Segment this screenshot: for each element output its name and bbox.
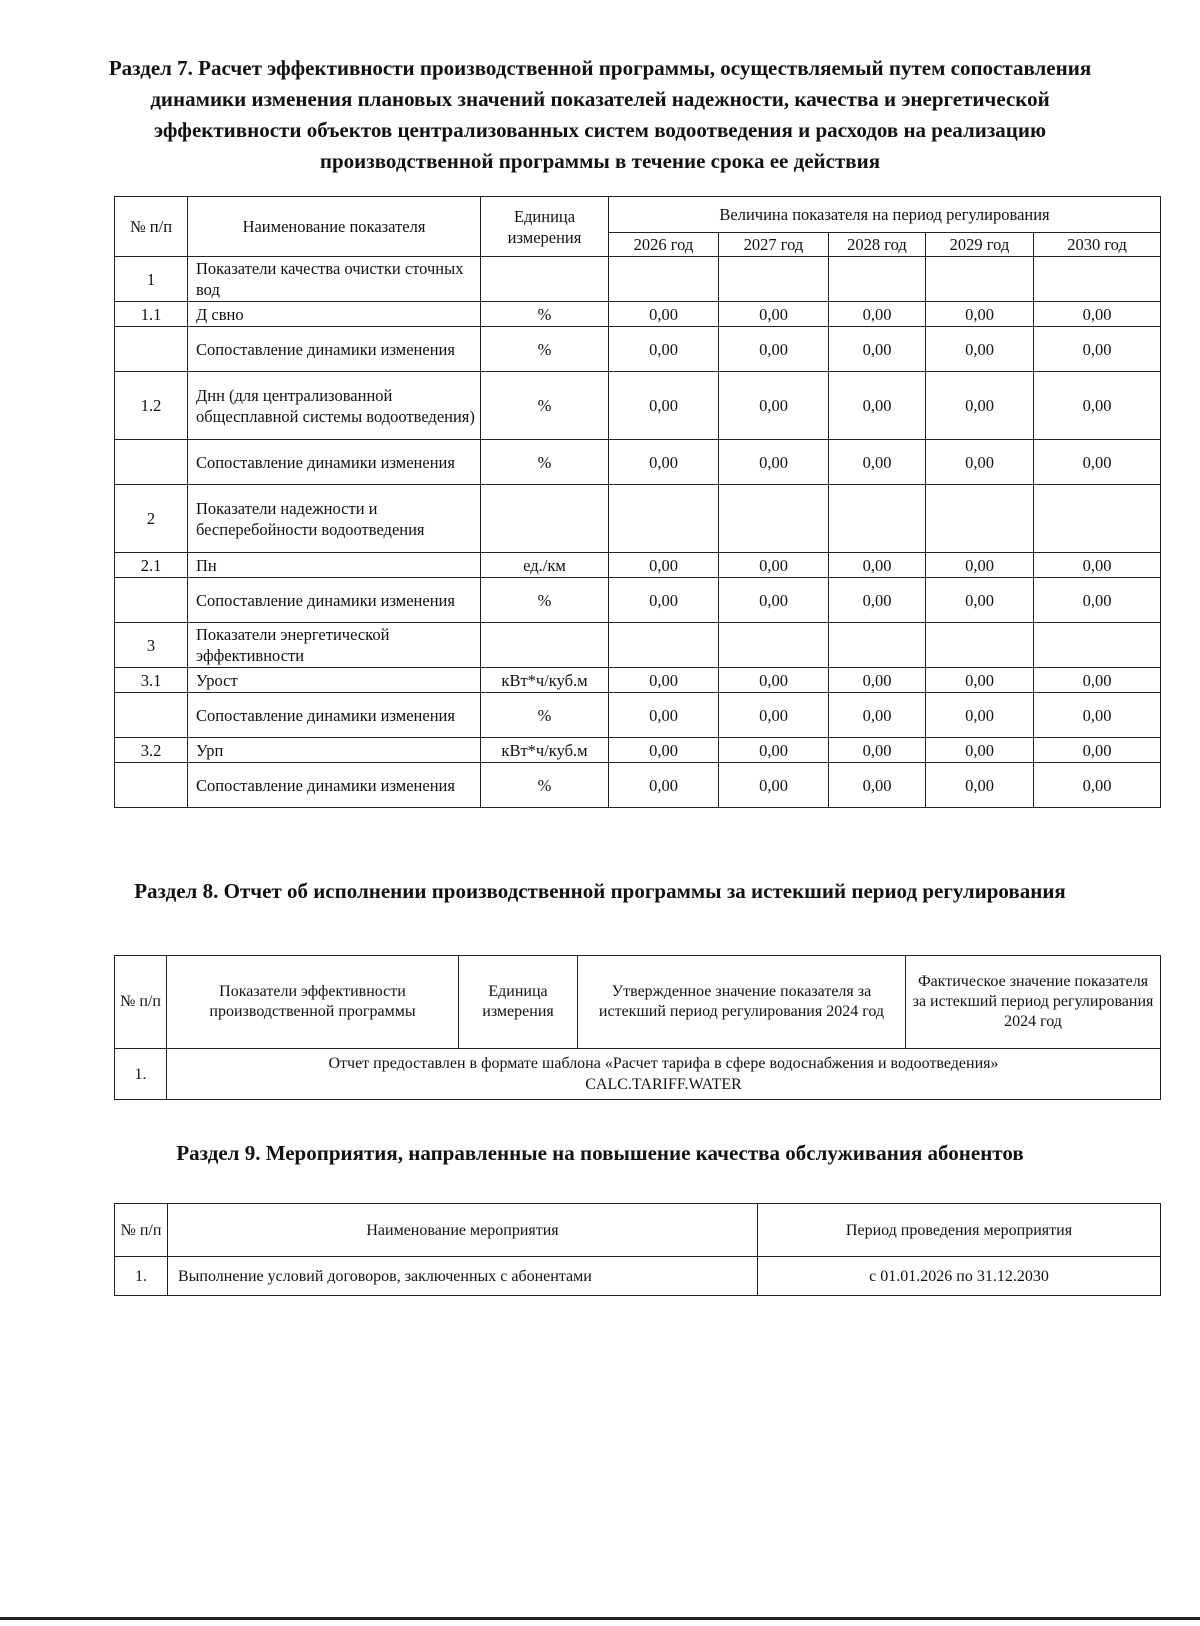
row-unit: % xyxy=(481,372,609,440)
row-value xyxy=(1034,257,1161,302)
row-num: 1. xyxy=(115,1049,167,1100)
header-approved: Утвержденное значение показателя за истекший период регулирования 2024 год xyxy=(578,956,906,1049)
row-value: 0,00 xyxy=(829,440,926,485)
row-value: 0,00 xyxy=(609,763,719,808)
header-year: 2026 год xyxy=(609,233,719,257)
header-year: 2027 год xyxy=(719,233,829,257)
row-value: 0,00 xyxy=(1034,578,1161,623)
row-num: 2 xyxy=(115,485,188,553)
table-row xyxy=(115,372,1161,440)
row-value: 0,00 xyxy=(1034,440,1161,485)
header-unit: Единица измерения xyxy=(459,956,578,1049)
row-num xyxy=(115,763,188,808)
header-year: 2029 год xyxy=(926,233,1034,257)
section8-title: Раздел 8. Отчет об исполнении производственной программы за истекший период регулирования xyxy=(134,879,1066,903)
header-name: Наименование показателя xyxy=(188,197,481,257)
row-value: 0,00 xyxy=(926,668,1034,693)
row-value: 0,00 xyxy=(609,372,719,440)
row-value: 0,00 xyxy=(829,578,926,623)
header-num: № п/п xyxy=(115,197,188,257)
row-num: 2.1 xyxy=(115,553,188,578)
row-num: 3.1 xyxy=(115,668,188,693)
row-value: 0,00 xyxy=(719,763,829,808)
section7-table xyxy=(114,196,1161,808)
row-name: Сопоставление динамики изменения xyxy=(188,440,481,485)
row-value: 0,00 xyxy=(926,763,1034,808)
row-value: 0,00 xyxy=(719,738,829,763)
row-num xyxy=(115,440,188,485)
row-value: 0,00 xyxy=(609,668,719,693)
row-name: Показатели качества очистки сточных вод xyxy=(188,257,481,302)
table-row xyxy=(115,693,1161,738)
row-value: 0,00 xyxy=(829,668,926,693)
header-unit: Единица измерения xyxy=(481,197,609,257)
row-value xyxy=(719,485,829,553)
table-row xyxy=(115,1049,1161,1100)
row-value: 0,00 xyxy=(719,372,829,440)
row-name: Д свно xyxy=(188,302,481,327)
row-name: Пн xyxy=(188,553,481,578)
row-period: с 01.01.2026 по 31.12.2030 xyxy=(758,1257,1161,1296)
scan-edge-line xyxy=(0,1617,1200,1620)
row-value: 0,00 xyxy=(829,763,926,808)
row-value: 0,00 xyxy=(609,738,719,763)
row-unit xyxy=(481,257,609,302)
row-value xyxy=(609,257,719,302)
row-value: 0,00 xyxy=(926,553,1034,578)
row-value: 0,00 xyxy=(609,327,719,372)
row-value: 0,00 xyxy=(829,372,926,440)
row-value xyxy=(829,623,926,668)
row-value: 0,00 xyxy=(719,302,829,327)
table-row xyxy=(115,440,1161,485)
row-name: Урост xyxy=(188,668,481,693)
section7-title: Раздел 7. Расчет эффективности производственной программы, осуществляемый путем сопоставления динамики изменения плановых значений показателей надежности, качества и энергетической эффективности объектов централизованных систем водоотведения и расходов на реализацию производственной программы в течение срока ее действия xyxy=(108,56,1092,173)
row-unit: % xyxy=(481,440,609,485)
table-row xyxy=(115,668,1161,693)
row-unit: % xyxy=(481,693,609,738)
row-value: 0,00 xyxy=(829,327,926,372)
row-value xyxy=(609,623,719,668)
section9-table xyxy=(114,1203,1161,1296)
header-year: 2028 год xyxy=(829,233,926,257)
section8-table xyxy=(114,955,1161,1100)
row-value: 0,00 xyxy=(1034,302,1161,327)
report-note xyxy=(167,1049,1161,1100)
row-value: 0,00 xyxy=(926,578,1034,623)
row-name: Днн (для централизованной общесплавной системы водоотведения) xyxy=(188,372,481,440)
row-value: 0,00 xyxy=(1034,693,1161,738)
row-value: 0,00 xyxy=(1034,553,1161,578)
table-row xyxy=(115,763,1161,808)
row-unit: % xyxy=(481,578,609,623)
report-note-text: Отчет предоставлен в формате шаблона «Расчет тарифа в сфере водоснабжения и водоотведения» xyxy=(328,1055,999,1072)
row-event: Выполнение условий договоров, заключенных с абонентами xyxy=(168,1257,758,1296)
row-value: 0,00 xyxy=(719,668,829,693)
row-value: 0,00 xyxy=(609,440,719,485)
row-name: Сопоставление динамики изменения xyxy=(188,693,481,738)
row-value: 0,00 xyxy=(1034,763,1161,808)
header-num: № п/п xyxy=(115,1204,168,1257)
row-unit: кВт*ч/куб.м xyxy=(481,738,609,763)
row-unit xyxy=(481,623,609,668)
table-row xyxy=(115,578,1161,623)
row-unit xyxy=(481,485,609,553)
row-value xyxy=(829,485,926,553)
row-unit: % xyxy=(481,763,609,808)
row-value: 0,00 xyxy=(719,578,829,623)
header-actual: Фактическое значение показателя за истекший период регулирования 2024 год xyxy=(906,956,1161,1049)
row-value: 0,00 xyxy=(1034,668,1161,693)
row-unit: ед./км xyxy=(481,553,609,578)
row-value: 0,00 xyxy=(926,738,1034,763)
row-value: 0,00 xyxy=(719,553,829,578)
row-name: Сопоставление динамики изменения xyxy=(188,578,481,623)
row-value: 0,00 xyxy=(609,578,719,623)
row-value xyxy=(926,623,1034,668)
row-value: 0,00 xyxy=(609,693,719,738)
row-num: 3 xyxy=(115,623,188,668)
row-value: 0,00 xyxy=(926,302,1034,327)
row-unit: % xyxy=(481,302,609,327)
row-value: 0,00 xyxy=(1034,327,1161,372)
header-year: 2030 год xyxy=(1034,233,1161,257)
row-value xyxy=(926,485,1034,553)
row-value: 0,00 xyxy=(719,327,829,372)
header-period: Период проведения мероприятия xyxy=(758,1204,1161,1257)
row-name: Урп xyxy=(188,738,481,763)
row-value: 0,00 xyxy=(926,327,1034,372)
table-row xyxy=(115,257,1161,302)
row-value: 0,00 xyxy=(926,440,1034,485)
table-row xyxy=(115,327,1161,372)
row-value: 0,00 xyxy=(719,440,829,485)
row-value xyxy=(719,623,829,668)
row-name: Показатели энергетической эффективности xyxy=(188,623,481,668)
row-num: 3.2 xyxy=(115,738,188,763)
table-row xyxy=(115,302,1161,327)
row-unit: кВт*ч/куб.м xyxy=(481,668,609,693)
row-value xyxy=(719,257,829,302)
row-value: 0,00 xyxy=(829,302,926,327)
row-value: 0,00 xyxy=(1034,738,1161,763)
section9-title: Раздел 9. Мероприятия, направленные на повышение качества обслуживания абонентов xyxy=(176,1141,1024,1165)
report-template-code: CALC.TARIFF.WATER xyxy=(585,1076,742,1093)
row-num: 1.1 xyxy=(115,302,188,327)
row-value: 0,00 xyxy=(609,553,719,578)
table-row xyxy=(115,1257,1161,1296)
row-name: Сопоставление динамики изменения xyxy=(188,327,481,372)
header-period: Величина показателя на период регулирования xyxy=(609,197,1161,233)
row-value xyxy=(609,485,719,553)
row-value xyxy=(829,257,926,302)
row-value xyxy=(926,257,1034,302)
row-name: Сопоставление динамики изменения xyxy=(188,763,481,808)
row-value: 0,00 xyxy=(719,693,829,738)
row-value: 0,00 xyxy=(609,302,719,327)
table-row xyxy=(115,738,1161,763)
table-row xyxy=(115,553,1161,578)
row-value: 0,00 xyxy=(829,553,926,578)
row-num xyxy=(115,327,188,372)
row-value: 0,00 xyxy=(926,372,1034,440)
row-value: 0,00 xyxy=(829,693,926,738)
row-num: 1 xyxy=(115,257,188,302)
row-num xyxy=(115,578,188,623)
row-value xyxy=(1034,485,1161,553)
header-name: Показатели эффективности производственной программы xyxy=(167,956,459,1049)
row-unit: % xyxy=(481,327,609,372)
row-value xyxy=(1034,623,1161,668)
table-row xyxy=(115,485,1161,553)
row-name: Показатели надежности и бесперебойности водоотведения xyxy=(188,485,481,553)
header-event: Наименование мероприятия xyxy=(168,1204,758,1257)
row-value: 0,00 xyxy=(1034,372,1161,440)
row-value: 0,00 xyxy=(829,738,926,763)
row-value: 0,00 xyxy=(926,693,1034,738)
table-row xyxy=(115,623,1161,668)
row-num: 1.2 xyxy=(115,372,188,440)
header-num: № п/п xyxy=(115,956,167,1049)
row-num xyxy=(115,693,188,738)
row-num: 1. xyxy=(115,1257,168,1296)
